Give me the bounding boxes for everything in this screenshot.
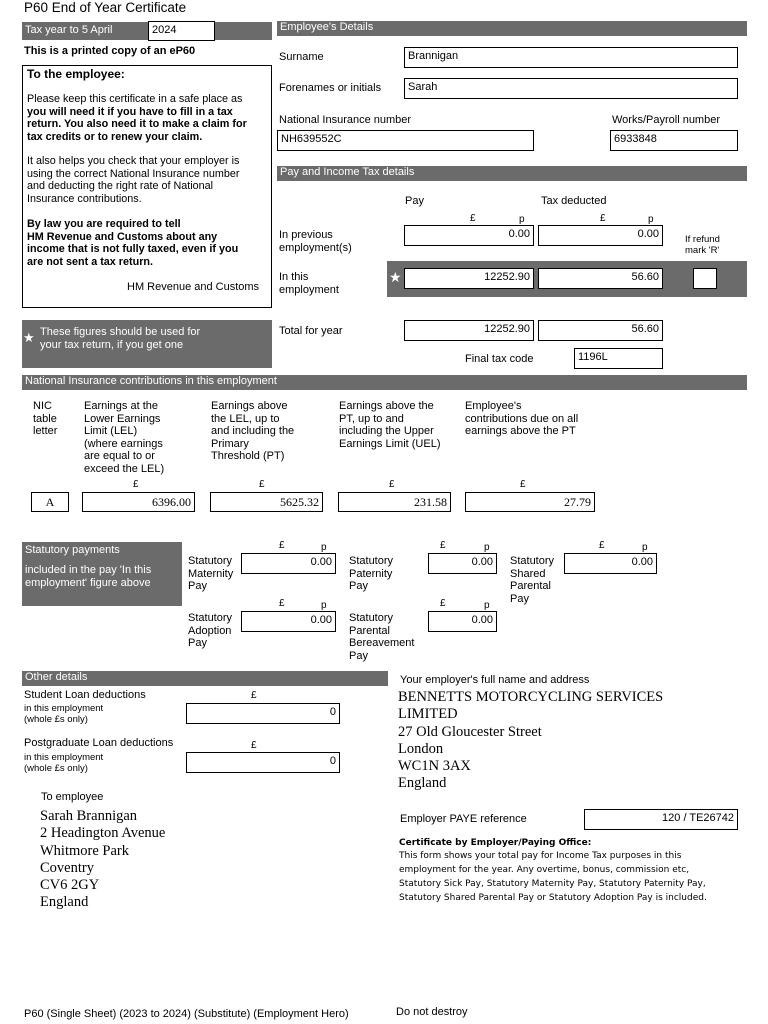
form-id: P60 (Single Sheet) (2023 to 2024) (Substitute) (Employment Hero) <box>24 1008 349 1020</box>
pence-label: p <box>484 542 490 553</box>
paternity-text: Pay <box>349 580 368 592</box>
this-employment-text: employment <box>279 283 339 296</box>
to-employee-para-3 <box>27 218 238 268</box>
refund-label-text: If refund <box>685 234 720 245</box>
to-employee-heading: To the employee: <box>27 67 125 81</box>
to-employee-label: To employee <box>41 791 104 803</box>
ni-heading-text: Primary <box>211 437 249 450</box>
ni-heading-text: Earnings at the <box>84 400 158 412</box>
tax-year-label: Tax year to 5 April <box>25 24 113 36</box>
to-employee-text: return. You also need it to make a claim for <box>27 118 247 131</box>
employee-address <box>40 808 165 912</box>
pence-label: p <box>484 600 490 611</box>
postgraduate-loan-sub <box>24 752 103 774</box>
printed-copy-note: This is a printed copy of an eP60 <box>24 45 196 57</box>
bereavement-text: Statutory <box>349 612 394 624</box>
ni-heading-text: Earnings above <box>211 400 288 412</box>
ni-heading-text: Threshold (PT) <box>211 450 285 462</box>
maternity-text: Maternity <box>188 567 234 580</box>
ni-heading-text: Limit (LEL) <box>84 425 138 437</box>
postgraduate-loan-sub-text: (whole £s only) <box>24 763 88 774</box>
ni-number-label: National Insurance number <box>279 114 412 126</box>
ni-heading-text: exceed the LEL) <box>84 462 165 475</box>
employee-address-line: Whitmore Park <box>40 842 129 859</box>
adoption-text: Statutory <box>188 612 233 624</box>
bereavement-label <box>349 612 414 662</box>
to-employee-text: using the correct National Insurance number <box>27 167 240 180</box>
to-employee-text: HM Revenue and Customs about any <box>27 230 218 243</box>
maternity-field[interactable]: 0.00 <box>241 553 336 574</box>
ni-heading-text: the LEL, up to <box>211 412 280 425</box>
figures-note-line: These figures should be used for <box>40 326 201 338</box>
employer-address-line: England <box>398 775 447 792</box>
pound-label: £ <box>600 213 606 224</box>
pence-label: p <box>321 542 327 553</box>
bereavement-text: Pay <box>349 649 368 662</box>
maternity-label <box>188 555 233 593</box>
employer-address-line: LIMITED <box>398 706 458 723</box>
employee-address-line: England <box>40 894 89 911</box>
page-title: P60 End of Year Certificate <box>24 0 187 15</box>
previous-employment-text: In previous <box>279 229 333 241</box>
ni-heading-text: Employee's <box>465 400 522 412</box>
this-employment-text: In this <box>279 271 309 283</box>
adoption-text: Pay <box>188 637 207 649</box>
employee-address-line: 2 Headington Avenue <box>40 825 166 842</box>
certificate-heading: Certificate by Employer/Paying Office: <box>399 838 592 848</box>
paternity-text: Statutory <box>349 555 394 567</box>
employer-address-line: London <box>398 740 444 757</box>
works-number-label: Works/Payroll number <box>612 114 720 126</box>
pence-label: p <box>648 214 654 225</box>
paternity-field[interactable]: 0.00 <box>428 553 497 574</box>
paternity-text: Paternity <box>349 567 393 580</box>
student-loan-sub <box>24 703 103 725</box>
previous-tax-field[interactable]: 0.00 <box>538 225 663 246</box>
pound-label: £ <box>259 479 265 490</box>
do-not-destroy: Do not destroy <box>396 1006 468 1018</box>
pound-label: £ <box>440 540 446 551</box>
tax-year-bar <box>22 22 272 40</box>
this-tax-field[interactable]: 56.60 <box>538 268 663 289</box>
pence-label: p <box>642 542 648 553</box>
pound-label: £ <box>251 690 257 701</box>
shared-parental-label <box>510 555 554 605</box>
pound-label: £ <box>520 479 526 490</box>
star-icon: ★ <box>23 330 35 345</box>
total-tax-field[interactable]: 56.60 <box>538 320 663 341</box>
to-employee-text: It also helps you check that your employer is <box>27 155 240 167</box>
ni-heading-text: earnings above the PT <box>465 425 576 437</box>
bereavement-text: Bereavement <box>349 637 415 649</box>
certificate-text <box>399 849 707 905</box>
total-pay-field[interactable]: 12252.90 <box>404 320 534 341</box>
this-employment-label <box>279 271 339 296</box>
employer-address-line: WC1N 3AX <box>398 758 471 775</box>
works-number-field[interactable]: 6933848 <box>610 130 738 151</box>
figures-note <box>22 320 272 368</box>
surname-label: Surname <box>279 51 324 63</box>
employer-address-line: BENNETTS MOTORCYCLING SERVICES <box>398 689 664 705</box>
ni-heading-text: NIC <box>33 400 52 412</box>
to-employee-para-2 <box>27 155 239 205</box>
lel-field[interactable]: 6396.00 <box>82 492 195 512</box>
pound-label: £ <box>251 740 257 751</box>
student-loan-sub-text: in this employment <box>24 703 104 714</box>
total-year-label: Total for year <box>279 325 343 337</box>
employee-address-line: Coventry <box>40 859 94 876</box>
certificate-line: Statutory Shared Parental Pay or Statutory Adoption Pay is included. <box>399 893 707 903</box>
ni-heading-text: and including the <box>211 425 295 437</box>
shared-parental-text: Shared <box>510 567 546 580</box>
statutory-sub-text: employment' figure above <box>25 577 151 589</box>
to-employee-para-1 <box>27 93 247 143</box>
ni-heading-text: table <box>33 412 57 425</box>
to-employee-text: income that is not fully taxed, even if you <box>27 243 239 256</box>
pence-label: p <box>519 214 525 225</box>
pound-label: £ <box>440 598 446 609</box>
ni-heading-text: are equal to or <box>84 450 155 462</box>
refund-mark-box[interactable] <box>693 268 717 289</box>
shared-parental-field[interactable]: 0.00 <box>564 553 657 574</box>
employee-address-line: CV6 2GY <box>40 877 100 894</box>
adoption-field[interactable]: 0.00 <box>241 611 336 632</box>
tax-column-label: Tax deducted <box>541 195 607 207</box>
hmrc-signoff: HM Revenue and Customs <box>127 281 260 293</box>
pt-uel-field[interactable]: 231.58 <box>338 492 451 512</box>
shared-parental-text: Pay <box>510 592 529 605</box>
forenames-label: Forenames or initials <box>279 82 382 94</box>
previous-employment-label <box>279 229 352 254</box>
lel-pt-heading <box>211 400 294 463</box>
previous-pay-field[interactable]: 0.00 <box>404 225 534 246</box>
to-employee-text: By law you are required to tell <box>27 218 181 230</box>
statutory-heading: Statutory payments <box>25 544 120 556</box>
certificate-line: Statutory Sick Pay, Statutory Maternity Pay, Statutory Paternity Pay, <box>399 879 706 889</box>
refund-label <box>685 234 720 256</box>
pound-label: £ <box>133 479 139 490</box>
employee-details-header: Employee's Details <box>277 21 747 36</box>
ni-heading-text: including the Upper <box>339 425 434 437</box>
pound-label: £ <box>470 213 476 224</box>
bereavement-text: Parental <box>349 624 390 637</box>
this-pay-field[interactable]: 12252.90 <box>404 268 534 289</box>
surname-field[interactable]: Brannigan <box>404 47 738 68</box>
contributions-heading <box>465 400 578 438</box>
pt-uel-heading <box>339 400 440 450</box>
nic-letter-heading <box>33 400 57 438</box>
certificate-line: employment for the year. Any overtime, bonus, commission etc, <box>399 865 690 875</box>
ni-heading-text: Lower Earnings <box>84 412 161 425</box>
pay-column-label: Pay <box>405 195 424 207</box>
student-loan-sub-text: (whole £s only) <box>24 714 88 725</box>
to-employee-text: and deducting the right rate of National <box>27 180 214 193</box>
to-employee-text: Please keep this certificate in a safe place as <box>27 93 243 105</box>
ni-heading-text: contributions due on all <box>465 412 579 425</box>
pound-label: £ <box>599 540 605 551</box>
tax-year-field[interactable]: 2024 <box>148 21 215 41</box>
shared-parental-text: Statutory <box>510 555 555 567</box>
ni-heading-text: Earnings Limit (UEL) <box>339 437 441 450</box>
lel-heading <box>84 400 164 475</box>
pound-label: £ <box>279 540 285 551</box>
forenames-field[interactable]: Sarah <box>404 78 738 99</box>
ni-header: National Insurance contributions in this employment <box>22 375 747 390</box>
tax-code-field[interactable]: 1196L <box>574 348 663 369</box>
to-employee-text: Insurance contributions. <box>27 192 142 205</box>
other-details-header: Other details <box>22 671 388 686</box>
lel-pt-field[interactable]: 5625.32 <box>210 492 323 512</box>
previous-employment-text: employment(s) <box>279 241 352 254</box>
adoption-text: Adoption <box>188 624 232 637</box>
postgraduate-loan-field[interactable]: 0 <box>186 752 340 773</box>
statutory-header <box>22 542 182 606</box>
employer-address <box>398 689 663 793</box>
figures-note-line: your tax return, if you get one <box>40 339 184 351</box>
certificate-line: This form shows your total pay for Income Tax purposes in this <box>399 851 682 861</box>
ni-heading-text: (where earnings <box>84 437 163 450</box>
postgraduate-loan-label: Postgraduate Loan deductions <box>24 737 174 749</box>
paye-ref-field[interactable]: 120 / TE26742 <box>584 809 738 830</box>
paternity-label <box>349 555 393 593</box>
refund-label-text: mark 'R' <box>685 245 720 256</box>
ni-heading-text: letter <box>33 425 58 437</box>
pound-label: £ <box>279 598 285 609</box>
pay-tax-header: Pay and Income Tax details <box>277 166 747 181</box>
student-loan-field[interactable]: 0 <box>186 703 340 724</box>
to-employee-text: you will need it if you have to fill in a tax <box>27 105 233 118</box>
student-loan-label: Student Loan deductions <box>24 689 146 701</box>
star-icon: ★ <box>389 269 402 285</box>
maternity-text: Pay <box>188 580 207 592</box>
pence-label: p <box>321 600 327 611</box>
employee-address-line: Sarah Brannigan <box>40 808 138 824</box>
adoption-label <box>188 612 232 650</box>
employer-label: Your employer's full name and address <box>400 674 590 686</box>
ni-heading-text: PT, up to and <box>339 412 404 425</box>
to-employee-text: are not sent a tax return. <box>27 255 153 268</box>
paye-ref-label: Employer PAYE reference <box>400 813 527 825</box>
bereavement-field[interactable]: 0.00 <box>428 611 497 632</box>
ni-heading-text: Earnings above the <box>339 400 434 412</box>
contributions-field[interactable]: 27.79 <box>465 492 595 512</box>
nic-letter-field[interactable]: A <box>31 492 69 512</box>
ni-number-field[interactable]: NH639552C <box>277 130 534 151</box>
postgraduate-loan-sub-text: in this employment <box>24 752 104 763</box>
shared-parental-text: Parental <box>510 580 551 592</box>
statutory-sub-text: included in the pay 'In this <box>25 564 152 576</box>
pound-label: £ <box>389 479 395 490</box>
employer-address-line: 27 Old Gloucester Street <box>398 723 542 740</box>
tax-code-label: Final tax code <box>465 353 534 365</box>
to-employee-text: tax credits or to renew your claim. <box>27 130 203 143</box>
maternity-text: Statutory <box>188 555 233 567</box>
